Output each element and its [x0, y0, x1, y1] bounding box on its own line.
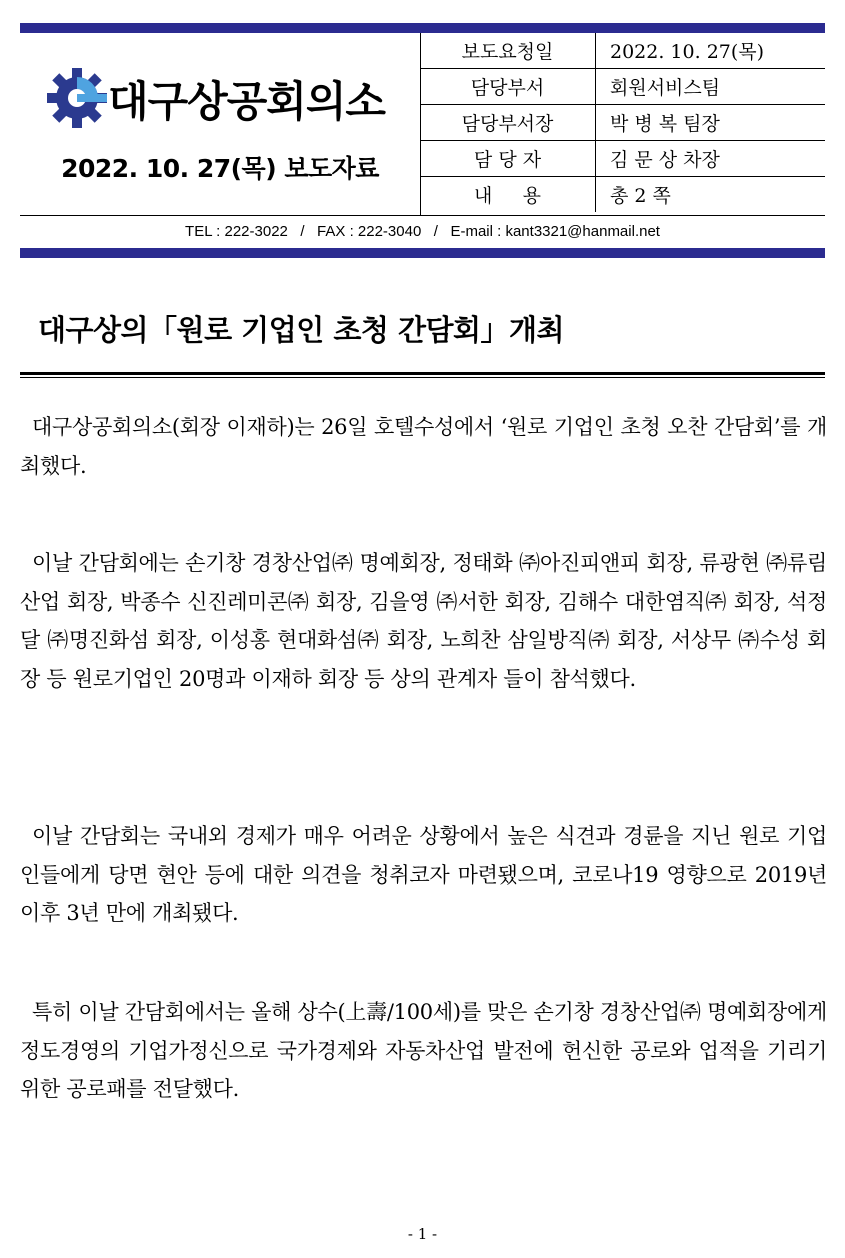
org-name: 대구상공회의소	[108, 77, 386, 126]
article-paragraph	[20, 408, 827, 485]
press-header	[20, 33, 825, 216]
info-row	[420, 177, 825, 213]
paragraph-text: 이날 간담회는 국내외 경제가 매우 어려운 상황에서 높은 식견과 경륜을 지닌 원로 기업인들에게 당면 현안 등에 대한 의견을 청취코자 마련됐으며, 코로나19 영향으로 2019년 이후 3년 만에 개최됐다.	[20, 824, 827, 925]
paragraph-text: 이날 간담회에는 손기창 경창산업㈜ 명예회장, 정태화 ㈜아진피앤피 회장, 류광현 ㈜류림산업 회장, 박종수 신진레미콘㈜ 회장, 김을영 ㈜서한 회장, 김해수 대한염직㈜ 회장, 석정달 ㈜명진화섬 회장, 이성홍 현대화섬㈜ 회장, 노희찬 삼일방직㈜ 회장, 서상무 ㈜수성 회장 등 원로기업인 20명과 이재하 회장 등 상의 관계자 들이 참석했다.	[20, 551, 827, 691]
paragraph-text: 대구상공회의소(회장 이재하)는 26일 호텔수성에서 ‘원로 기업인 초청 오찬 간담회’를 개최했다.	[20, 415, 827, 478]
info-label: 담당부서	[420, 69, 596, 105]
info-row	[420, 141, 825, 177]
contact-line: TEL : 222-3022 / FAX : 222-3040 / E-mail : kant3321@hanmail.net	[185, 223, 660, 240]
gear-logo-icon	[46, 67, 108, 129]
article-title: 대구상의「원로 기업인 초청 간담회」개최	[38, 313, 565, 347]
page-number: - 1 -	[407, 1225, 438, 1243]
info-row	[420, 69, 825, 105]
title-rule-thin	[20, 377, 825, 378]
org-logo	[46, 67, 416, 133]
brand-block	[20, 33, 421, 215]
info-value: 김 문 상 차장	[596, 141, 826, 177]
title-rule-thick	[20, 372, 825, 375]
info-value: 박 병 복 팀장	[596, 105, 826, 141]
info-label: 보도요청일	[420, 33, 596, 69]
info-row	[420, 33, 825, 69]
info-value: 총 2 쪽	[610, 185, 671, 207]
article-paragraph	[20, 817, 827, 933]
info-label: 담 당 자	[420, 141, 596, 177]
article-paragraph	[20, 544, 827, 698]
info-row	[420, 105, 825, 141]
info-label: 내 용	[420, 177, 596, 213]
article-paragraph	[20, 993, 827, 1109]
info-value: 2022. 10. 27(목)	[596, 33, 826, 69]
paragraph-text: 특히 이날 간담회에서는 올해 상수(上壽/100세)를 맞은 손기창 경창산업㈜ 명예회장에게 정도경영의 기업가정신으로 국가경제와 자동차산업 발전에 헌신한 공로와 업적을 기리기 위한 공로패를 전달했다.	[20, 1000, 827, 1101]
info-label: 담당부서장	[420, 105, 596, 141]
release-info-table	[420, 33, 825, 212]
top-accent-bar	[20, 23, 825, 33]
bottom-accent-bar	[20, 248, 825, 258]
info-value: 회원서비스팀	[596, 69, 826, 105]
release-date-title: 2022. 10. 27(목) 보도자료	[61, 154, 379, 183]
